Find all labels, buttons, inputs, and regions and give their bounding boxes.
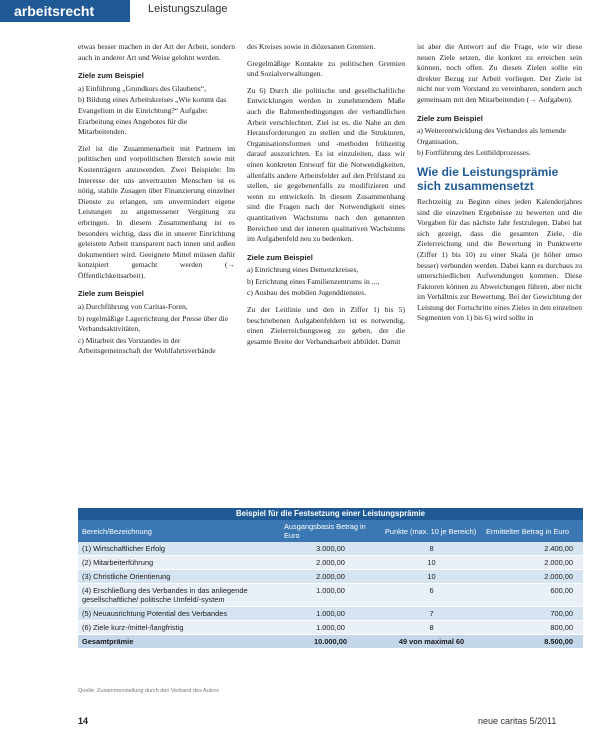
paragraph: Ziel ist die Zusammenarbeit mit Partnern im politischen und vorpolitischen Bereich sowie mit Kostenträgern anzuwenden. Zwei Beispiele: Im Interesse der uns anvertrauten Menschen ist es nötig, stabile Zusagen über Finanzierung einzelner Dienste zu erlangen, um unvermindert eigene Leistungen zu angemessener Vergütung zu erbringen. In diesem Zusammenhang ist es besonders wichtig, dass die in unserer Einrichtung geleistete Arbeit transparent nach innen und außen dokumentiert wird. Geeignete Mittel müssen dafür konzipiert gemacht werden (→ Öffentlichkeitsarbeit). bbox=[78, 143, 235, 280]
example-heading: Ziele zum Beispiel bbox=[247, 252, 313, 262]
column-header: Punkte (max. 10 je Bereich) bbox=[381, 520, 482, 542]
example-list bbox=[78, 84, 235, 138]
list-item: a) Einrichtung eines Demenzkreises, bbox=[247, 265, 359, 275]
example-heading: Ziele zum Beispiel bbox=[417, 113, 483, 123]
table-cell: 2.000,00 bbox=[280, 556, 381, 570]
page-number: 14 bbox=[78, 716, 89, 726]
magazine-name: neue caritas 5/2011 bbox=[478, 716, 557, 726]
table-caption: Beispiel für die Festsetzung einer Leistungsprämie bbox=[78, 508, 583, 520]
list-item: b) Fortführung des Leitbildprozesses. bbox=[417, 148, 531, 158]
table-header-row bbox=[78, 520, 583, 542]
table-cell: 10 bbox=[381, 556, 482, 570]
example-list bbox=[78, 302, 235, 357]
section-heading: Wie die Leistungsprämie sich zusammensetzt bbox=[417, 164, 559, 193]
table-cell: (4) Erschließung des Verbandes in das anliegende gesellschaftliche/ politische Umfeld/-system bbox=[78, 584, 280, 607]
table-cell: 700,00 bbox=[482, 607, 583, 621]
table-cell: 6 bbox=[381, 584, 482, 607]
premium-table bbox=[78, 508, 583, 649]
table-cell: 8.500,00 bbox=[482, 635, 583, 649]
table-source: Quelle: Zusammenstellung durch den Verband des Autors bbox=[78, 688, 219, 694]
column-header: Bereich/Bezeichnung bbox=[78, 520, 280, 542]
section-tag: arbeitsrecht bbox=[0, 0, 130, 22]
table-row bbox=[78, 556, 583, 570]
column-header: Ausgangsbasis Betrag in Euro bbox=[280, 520, 381, 542]
table-row bbox=[78, 584, 583, 607]
table-cell: (6) Ziele kurz-/mittel-/langfristig bbox=[78, 621, 280, 635]
example-list bbox=[247, 265, 405, 299]
list-item: a) Weiterentwicklung des Verbandes als lernende Organisation, bbox=[417, 126, 567, 146]
header-band bbox=[0, 0, 609, 22]
paragraph: Gregelmäßige Kontakte zu politischen Gremien und Sozialverwaltungen. bbox=[247, 58, 405, 79]
list-item: c) Mitarbeit des Vorstandes in der Arbeitsgemeinschaft der Wohlfahrtsverbände bbox=[78, 335, 216, 356]
list-item: b) regelmäßige Lagerrichtung der Presse über die Verbandsaktivitäten, bbox=[78, 313, 229, 334]
table-cell: (2) Mitarbeiterführung bbox=[78, 556, 280, 570]
table-cell: (3) Christliche Orientierung bbox=[78, 570, 280, 584]
table-row bbox=[78, 542, 583, 556]
paragraph: des Kreises sowie in diözesanen Gremien. bbox=[247, 42, 376, 51]
table-cell: 3.000,00 bbox=[280, 542, 381, 556]
table-cell: 10 bbox=[381, 570, 482, 584]
column-1 bbox=[78, 42, 235, 363]
table-cell: 2.000,00 bbox=[280, 570, 381, 584]
table-cell: 1.000,00 bbox=[280, 584, 381, 607]
example-list bbox=[417, 126, 582, 159]
paragraph: Zu 6) Durch die politische und gesellschaftliche Entwicklungen werden in zunehmendem Maße auch die Rahmenbedingungen der verbandlichen Arbeit verschlechtert. Ziel ist es, die Nahe an den Herausforderungen zu stellen und die Strukturen, Organisationsformen und -methoden frühzeitig darauf auszurichten. Es ist einzuleiten, dass wir einen konkreten Entwurf für die Notwendigkeiten, allenfalls andere Arbeitsfelder auf den Prüfstand zu stellen, sie gegebenenfalls zu modifizieren und wenn zu entwickeln. In diesem Zusammenhang sind die Fragen nach der Notwendigkeit eines quantitativen Wachstums nach den genannten Bereichen und der inneren qualitativen Wachstums im Aufgabenfeld neu zu bedenken. bbox=[247, 85, 405, 244]
table-cell: 8 bbox=[381, 542, 482, 556]
paragraph: etwas besser machen in der Art der Arbeit, sondern auch in anderer Art und Weise gelohnt werden. bbox=[78, 42, 235, 62]
column-2 bbox=[247, 42, 405, 353]
table-cell: (1) Wirtschaftlicher Erfolg bbox=[78, 542, 280, 556]
table-cell: 1.000,00 bbox=[280, 607, 381, 621]
paragraph: Zu der Leitlinie und den in Ziffer 1) bis 5) beschriebenen Aufgabenfeldern ist es notwendig, einen Zielerreichungsweg zu geben, der die gesamte Breite der Verbandsarbeit abbildet. Damit bbox=[247, 305, 405, 346]
table-sum-row bbox=[78, 635, 583, 649]
paragraph: ist aber die Antwort auf die Frage, wie wir diese neuen Ziele setzen, die konkret zu erreichen sein können, noch offen. Zu diesen Zielen sollte ein direkter Bezug zur Arbeit vorliegen. Der Ziele ist nicht nur vom Vorstand zu vereinbaren, sondern auch gemeinsam mit den Mitarbeitenden (→ Aufgaben). bbox=[417, 42, 582, 104]
table-cell: 7 bbox=[381, 607, 482, 621]
column-header: Ermittelter Betrag in Euro bbox=[482, 520, 583, 542]
list-item: b) Bildung eines Arbeitskreises „Wie kommt das Evangelium in die Einrichtung?“ Aufgabe: Erarbeitung eines Angebotes für die Mitarbeitenden. bbox=[78, 95, 227, 137]
example-heading: Ziele zum Beispiel bbox=[78, 289, 144, 299]
column-3 bbox=[417, 42, 582, 330]
list-item: a) Durchführung von Caritas-Foren, bbox=[78, 302, 188, 312]
table-cell: 600,00 bbox=[482, 584, 583, 607]
table-row bbox=[78, 570, 583, 584]
list-item: b) Errichtung eines Familienzentrums in ..., bbox=[247, 276, 380, 286]
example-heading: Ziele zum Beispiel bbox=[78, 71, 144, 81]
table-cell: 2.400,00 bbox=[482, 542, 583, 556]
table-row bbox=[78, 607, 583, 621]
table-cell: (5) Neuausrichtung Potential des Verbandes bbox=[78, 607, 280, 621]
table-cell: Gesamtprämie bbox=[78, 635, 280, 649]
list-item: a) Einführung „Grundkurs des Glaubens“, bbox=[78, 83, 207, 93]
table-cell: 1.000,00 bbox=[280, 621, 381, 635]
table-cell: 8 bbox=[381, 621, 482, 635]
table-cell: 800,00 bbox=[482, 621, 583, 635]
table-cell: 2.000,00 bbox=[482, 570, 583, 584]
table-cell: 10.000,00 bbox=[280, 635, 381, 649]
table-cell: 49 von maximal 60 bbox=[381, 635, 482, 649]
table-row bbox=[78, 621, 583, 635]
paragraph: Rechtzeitig zu Beginn eines jeden Kalenderjahres sind die einzelnen Ergebnisse zu bewerten und die Vorgaben für das nächste Jahr festzulegen. Dabei hat sich gezeigt, dass die gesamten Ziele, die Zielerreichung und die Bewertung in Punktwerte (Ziffer 1) bis 10) zu einer Skala (je höher umso besser) verbunden werden. Dabei kann es durchaus zu unterschiedlichen Aufwendungen kommen. Diese Faktoren können zu Abweichungen führen, aber nicht im Verhältnis zur Bewertung. Bei der Gewichtung der Leistung der Fortschritte eines Zieles in den einzelnen Segmenten von 1) bis 6) wird sollte in bbox=[417, 196, 582, 323]
table bbox=[78, 520, 583, 649]
table-cell: 2.000,00 bbox=[482, 556, 583, 570]
list-item: c) Ausbau des mobilen Jugenddienstes. bbox=[247, 288, 367, 298]
section-subtitle: Leistungszulage bbox=[148, 3, 228, 15]
